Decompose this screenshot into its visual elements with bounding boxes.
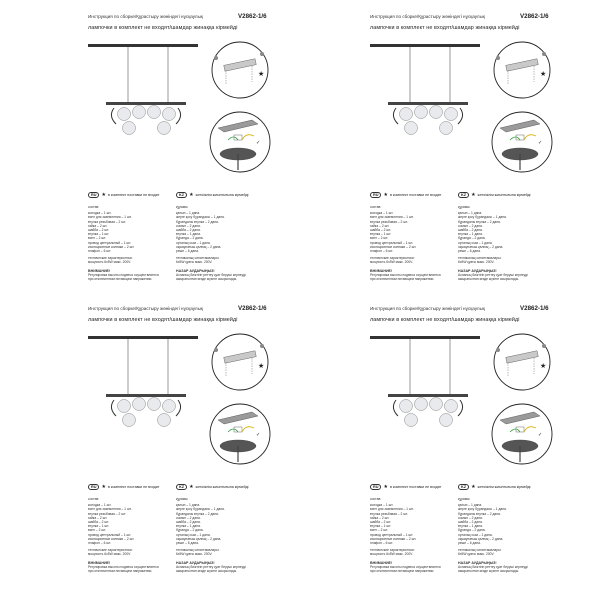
- list-item: винт для заземления – 1 шт.: [370, 215, 414, 220]
- list-item: Аспаның биіктігін реттеу қуат беруші кернеуді: [176, 564, 246, 569]
- sheet-header: [370, 14, 580, 24]
- assembly-illustration: [28, 32, 298, 187]
- ru-spec-value: мощность 6x5W макс. 200V.: [88, 552, 131, 557]
- kz-parts-list: [458, 503, 542, 545]
- list-item: бұрандалы втулка – 2 дана.: [176, 219, 219, 224]
- glass-shade: [400, 400, 413, 413]
- header-title: Инструкция по сборке/Құрастыру жөніндегі нұсқаулық: [88, 14, 203, 19]
- list-item: Регулировка высоты подвеса осуществляется: [88, 272, 159, 277]
- glass-shade: [445, 108, 458, 121]
- sheet-header: [88, 14, 298, 24]
- list-item: плафон – 6 шт.: [370, 541, 394, 546]
- list-item: сомын – 2 дана.: [176, 515, 201, 520]
- kz-warning-title: НАЗАР АУДАРЫҢЫЗ!: [176, 560, 215, 565]
- kz-parts-list: [176, 503, 260, 545]
- list-item: бұрандалы втулка – 2 дана.: [458, 219, 501, 224]
- ru-warning-text: [370, 273, 454, 281]
- list-item: провод центральный – 1 шт.: [88, 532, 132, 537]
- list-item: Аспаның биіктігін реттеу қуат беруші кернеуді: [458, 564, 528, 569]
- glass-shade: [445, 400, 458, 413]
- list-item: реше – 6 дана.: [176, 541, 199, 546]
- glass-shades: [118, 106, 176, 135]
- ru-parts-list: [370, 211, 454, 253]
- list-item: шайба – 2 дана.: [176, 228, 201, 233]
- list-item: втулка резьбовая – 2 шт.: [370, 219, 408, 224]
- star-icon: ★: [471, 192, 476, 198]
- list-item: оқшаулағыш қалпақ – 2 дана.: [176, 244, 222, 249]
- ru-note: в комплект поставки не входит: [389, 192, 442, 197]
- list-item: втулка – 1 шт.: [88, 524, 110, 529]
- assembly-illustration: [310, 32, 580, 187]
- list-item: Регулировка высоты подвеса осуществляется: [370, 564, 441, 569]
- assembly-illustration: [28, 324, 298, 479]
- ru-contents-label: состав:: [88, 497, 100, 501]
- glass-shades: [118, 398, 176, 427]
- ru-warning-title: ВНИМАНИЕ!: [88, 560, 111, 565]
- svg-text:★: ★: [258, 362, 265, 370]
- list-item: ажыратылған кезде жүзеге асырылады.: [176, 569, 237, 574]
- ru-note: в комплект поставки не входит: [107, 192, 160, 197]
- glass-shade: [430, 398, 443, 411]
- list-item: Регулировка высоты подвеса осуществляется: [88, 564, 159, 569]
- glass-shade: [133, 398, 146, 411]
- kz-column: [176, 497, 260, 573]
- list-item: втулка резьбовая – 2 шт.: [88, 219, 126, 224]
- detail-wiring: [210, 112, 270, 172]
- ru-column: [370, 205, 454, 281]
- svg-text:★: ★: [540, 70, 547, 78]
- kz-column: [458, 497, 542, 573]
- list-item: колодка – 1 шт.: [88, 503, 112, 508]
- list-item: реше – 6 дана.: [176, 249, 199, 254]
- list-item: провод центральный – 1 шт.: [88, 240, 132, 245]
- list-item: сомын – 2 дана.: [176, 223, 201, 228]
- kz-spec-label: техникалық сипаттамалары:: [458, 256, 502, 261]
- header-subtitle: лампочки в комплект не входят/шамдар жинаққа кірмейді: [88, 317, 238, 323]
- ru-language-badge: RU: [88, 192, 99, 198]
- ru-spec-value: мощность 6x5W макс. 200V.: [88, 260, 131, 265]
- lamp-bar: [106, 102, 186, 105]
- list-item: изоляционные колпаки – 2 шт.: [88, 536, 135, 541]
- list-item: ажыратылған кезде жүзеге асырылады.: [458, 277, 519, 282]
- star-icon: ★: [101, 484, 106, 490]
- kz-warning-text: [458, 273, 542, 281]
- kz-parts-list: [176, 211, 260, 253]
- sheet-header: [370, 306, 580, 316]
- glass-shade: [148, 106, 161, 119]
- list-item: втулка – 1 дана.: [176, 232, 201, 237]
- glass-shade: [123, 414, 136, 427]
- ru-warning-title: ВНИМАНИЕ!: [370, 560, 393, 565]
- kz-language-badge: KZ: [458, 484, 469, 490]
- star-icon: ★: [383, 192, 388, 198]
- header-title: Инструкция по сборке/Құрастыру жөніндегі нұсқаулық: [370, 14, 485, 19]
- model-number: V2862-1/6: [238, 13, 267, 20]
- ru-warning-title: ВНИМАНИЕ!: [88, 268, 111, 273]
- list-item: при отключенном питающем напряжении.: [88, 569, 153, 574]
- list-item: ажыратылған кезде жүзеге асырылады.: [458, 569, 519, 574]
- instruction-sheet-4: [310, 300, 580, 580]
- kz-warning-title: НАЗАР АУДАРЫҢЫЗ!: [458, 268, 497, 273]
- list-item: қалып – 1 дана.: [458, 503, 483, 508]
- list-item: Регулировка высоты подвеса осуществляется: [370, 272, 441, 277]
- header-title: Инструкция по сборке/Құрастыру жөніндегі нұсқаулық: [370, 306, 485, 311]
- kz-contents-label: құрамы:: [176, 497, 189, 501]
- list-item: колодка – 1 шт.: [370, 211, 394, 216]
- list-item: втулка – 1 дана.: [458, 232, 483, 237]
- list-item: жерге қосу бұрандасы – 1 дана.: [176, 215, 225, 220]
- list-item: жерге қосу бұрандасы – 1 дана.: [458, 215, 507, 220]
- star-icon: ★: [101, 192, 106, 198]
- ru-language-badge: RU: [370, 192, 381, 198]
- list-item: орталық сым – 1 дана.: [458, 532, 493, 537]
- list-item: жерге қосу бұрандасы – 1 дана.: [176, 507, 225, 512]
- ru-spec-label: технические характеристики:: [370, 548, 415, 553]
- ru-contents-label: состав:: [88, 205, 100, 209]
- svg-text:✓: ✓: [256, 140, 261, 146]
- list-item: оқшаулағыш қалпақ – 2 дана.: [458, 244, 504, 249]
- ru-warning-text: [88, 565, 172, 573]
- ru-spec-label: технические характеристики:: [88, 548, 133, 553]
- kz-spec-value: 6x5W қуаты макс. 200V.: [458, 260, 495, 265]
- detail-bracket: [494, 334, 550, 390]
- model-number: V2862-1/6: [520, 305, 549, 312]
- ru-warning-title: ВНИМАНИЕ!: [370, 268, 393, 273]
- svg-text:✓: ✓: [256, 432, 261, 438]
- star-icon: ★: [189, 484, 194, 490]
- list-item: сомын – 2 дана.: [458, 515, 483, 520]
- kz-spec-label: техникалық сипаттамалары:: [458, 548, 502, 553]
- glass-shades: [400, 398, 458, 427]
- kz-note: жеткізілім жиынтығына кірмейді: [195, 484, 249, 489]
- list-item: плафон – 6 шт.: [88, 249, 112, 254]
- glass-shade: [158, 122, 171, 135]
- list-item: изоляционные колпаки – 2 шт.: [370, 536, 417, 541]
- chandelier-drawing: [370, 336, 480, 427]
- ru-parts-list: [370, 503, 454, 545]
- ru-legend: [370, 484, 441, 492]
- kz-warning-text: [458, 565, 542, 573]
- glass-shade: [148, 398, 161, 411]
- detail-wiring: [492, 112, 552, 172]
- list-item: винт – 2 шт.: [370, 528, 389, 533]
- ru-legend: [88, 192, 159, 200]
- kz-language-badge: KZ: [176, 192, 187, 198]
- kz-parts-list: [458, 211, 542, 253]
- list-item: провод центральный – 1 шт.: [370, 240, 414, 245]
- list-item: плафон – 6 шт.: [370, 249, 394, 254]
- chandelier-drawing: [88, 336, 198, 427]
- list-item: гайка – 2 шт.: [88, 515, 108, 520]
- kz-contents-label: құрамы:: [458, 497, 471, 501]
- list-item: колодка – 1 шт.: [88, 211, 112, 216]
- list-item: қалып – 1 дана.: [176, 503, 201, 508]
- ru-spec-label: технические характеристики:: [370, 256, 415, 261]
- list-item: изоляционные колпаки – 2 шт.: [370, 244, 417, 249]
- detail-bracket: [212, 42, 268, 98]
- list-item: бұранда – 2 дана.: [176, 236, 204, 241]
- list-item: шайба – 2 шт.: [370, 228, 392, 233]
- list-item: бұранда – 2 дана.: [458, 236, 486, 241]
- list-item: орталық сым – 1 дана.: [458, 240, 493, 245]
- glass-shade: [133, 106, 146, 119]
- kz-warning-title: НАЗАР АУДАРЫҢЫЗ!: [458, 560, 497, 565]
- list-item: втулка – 1 шт.: [370, 524, 392, 529]
- list-item: винт для заземления – 1 шт.: [370, 507, 414, 512]
- glass-shade: [405, 122, 418, 135]
- model-number: V2862-1/6: [520, 13, 549, 20]
- ru-warning-text: [370, 565, 454, 573]
- kz-note: жеткізілім жиынтығына кірмейді: [195, 192, 249, 197]
- kz-legend: [176, 484, 248, 492]
- glass-shade: [440, 414, 453, 427]
- list-item: шайба – 2 дана.: [176, 520, 201, 525]
- header-subtitle: лампочки в комплект не входят/шамдар жинаққа кірмейді: [88, 25, 238, 31]
- kz-legend: [458, 484, 530, 492]
- glass-shade: [163, 400, 176, 413]
- list-item: шайба – 2 шт.: [370, 520, 392, 525]
- svg-text:✓: ✓: [538, 432, 543, 438]
- ceiling-canopy-bar: [370, 336, 480, 339]
- list-item: оқшаулағыш қалпақ – 2 дана.: [458, 536, 504, 541]
- list-item: втулка резьбовая – 2 шт.: [88, 511, 126, 516]
- glass-shade: [415, 398, 428, 411]
- list-item: реше – 6 дана.: [458, 249, 481, 254]
- ru-legend: [370, 192, 441, 200]
- kz-warning-title: НАЗАР АУДАРЫҢЫЗ!: [176, 268, 215, 273]
- list-item: Аспаның биіктігін реттеу қуат беруші кернеуді: [458, 272, 528, 277]
- chandelier-drawing: [370, 44, 480, 135]
- kz-contents-label: құрамы:: [458, 205, 471, 209]
- kz-legend: [458, 192, 530, 200]
- glass-shade: [430, 106, 443, 119]
- glass-shade: [400, 108, 413, 121]
- assembly-illustration: [310, 324, 580, 479]
- list-item: сомын – 2 дана.: [458, 223, 483, 228]
- kz-note: жеткізілім жиынтығына кірмейді: [477, 192, 531, 197]
- list-item: орталық сым – 1 дана.: [176, 532, 211, 537]
- glass-shade: [118, 108, 131, 121]
- kz-note: жеткізілім жиынтығына кірмейді: [477, 484, 531, 489]
- list-item: шайба – 2 шт.: [88, 228, 110, 233]
- star-icon: ★: [471, 484, 476, 490]
- detail-wiring: [210, 404, 270, 464]
- detail-wiring: [492, 404, 552, 464]
- ru-language-badge: RU: [370, 484, 381, 490]
- ru-spec-label: технические характеристики:: [88, 256, 133, 261]
- list-item: шайба – 2 дана.: [458, 228, 483, 233]
- list-item: бұрандалы втулка – 2 дана.: [176, 511, 219, 516]
- glass-shade: [158, 414, 171, 427]
- list-item: колодка – 1 шт.: [370, 503, 394, 508]
- list-item: втулка – 1 шт.: [370, 232, 392, 237]
- list-item: втулка резьбовая – 2 шт.: [370, 511, 408, 516]
- kz-column: [458, 205, 542, 281]
- glass-shade: [415, 106, 428, 119]
- list-item: бұрандалы втулка – 2 дана.: [458, 511, 501, 516]
- list-item: гайка – 2 шт.: [88, 223, 108, 228]
- list-item: оқшаулағыш қалпақ – 2 дана.: [176, 536, 222, 541]
- kz-language-badge: KZ: [176, 484, 187, 490]
- chandelier-drawing: [88, 44, 198, 135]
- sheet-header: [88, 306, 298, 316]
- list-item: шайба – 2 дана.: [458, 520, 483, 525]
- list-item: гайка – 2 шт.: [370, 515, 390, 520]
- kz-column: [176, 205, 260, 281]
- list-item: қалып – 1 дана.: [458, 211, 483, 216]
- list-item: бұранда – 2 дана.: [458, 528, 486, 533]
- lamp-bar: [388, 102, 468, 105]
- lamp-bar: [106, 394, 186, 397]
- list-item: винт – 2 шт.: [88, 236, 107, 241]
- glass-shade: [405, 414, 418, 427]
- kz-warning-text: [176, 273, 260, 281]
- kz-spec-value: 6x5W қуаты макс. 200V.: [176, 260, 213, 265]
- list-item: шайба – 2 шт.: [88, 520, 110, 525]
- glass-shades: [400, 106, 458, 135]
- list-item: реше – 6 дана.: [458, 541, 481, 546]
- ru-column: [88, 497, 172, 573]
- ceiling-canopy-bar: [88, 44, 198, 47]
- glass-shade: [118, 400, 131, 413]
- ru-note: в комплект поставки не входит: [389, 484, 442, 489]
- svg-text:★: ★: [258, 70, 265, 78]
- ru-spec-value: мощность 6x5W макс. 200V.: [370, 552, 413, 557]
- ru-contents-label: состав:: [370, 497, 382, 501]
- ru-parts-list: [88, 503, 172, 545]
- list-item: изоляционные колпаки – 2 шт.: [88, 244, 135, 249]
- kz-legend: [176, 192, 248, 200]
- list-item: ажыратылған кезде жүзеге асырылады.: [176, 277, 237, 282]
- glass-shade: [440, 122, 453, 135]
- instruction-sheet-3: [28, 300, 298, 580]
- list-item: винт для заземления – 1 шт.: [88, 215, 132, 220]
- ru-note: в комплект поставки не входит: [107, 484, 160, 489]
- ru-language-badge: RU: [88, 484, 99, 490]
- list-item: бұранда – 2 дана.: [176, 528, 204, 533]
- list-item: қалып – 1 дана.: [176, 211, 201, 216]
- detail-bracket: [494, 42, 550, 98]
- ru-legend: [88, 484, 159, 492]
- list-item: при отключенном питающем напряжении.: [88, 277, 153, 282]
- model-number: V2862-1/6: [238, 305, 267, 312]
- svg-text:★: ★: [540, 362, 547, 370]
- kz-spec-label: техникалық сипаттамалары:: [176, 256, 220, 261]
- list-item: жерге қосу бұрандасы – 1 дана.: [458, 507, 507, 512]
- glass-shade: [163, 108, 176, 121]
- star-icon: ★: [189, 192, 194, 198]
- kz-contents-label: құрамы:: [176, 205, 189, 209]
- list-item: гайка – 2 шт.: [370, 223, 390, 228]
- list-item: провод центральный – 1 шт.: [370, 532, 414, 537]
- svg-text:✓: ✓: [538, 140, 543, 146]
- list-item: при отключенном питающем напряжении.: [370, 569, 435, 574]
- ru-contents-label: состав:: [370, 205, 382, 209]
- ru-warning-text: [88, 273, 172, 281]
- lamp-bar: [388, 394, 468, 397]
- glass-shade: [123, 122, 136, 135]
- list-item: втулка – 1 шт.: [88, 232, 110, 237]
- header-subtitle: лампочки в комплект не входят/шамдар жинаққа кірмейді: [370, 317, 520, 323]
- instruction-sheet-2: [310, 8, 580, 288]
- ru-spec-value: мощность 6x5W макс. 200V.: [370, 260, 413, 265]
- list-item: втулка – 1 дана.: [458, 524, 483, 529]
- kz-spec-label: техникалық сипаттамалары:: [176, 548, 220, 553]
- ceiling-canopy-bar: [88, 336, 198, 339]
- list-item: орталық сым – 1 дана.: [176, 240, 211, 245]
- instruction-sheet-1: [28, 8, 298, 288]
- header-subtitle: лампочки в комплект не входят/шамдар жинаққа кірмейді: [370, 25, 520, 31]
- ru-parts-list: [88, 211, 172, 253]
- list-item: винт для заземления – 1 шт.: [88, 507, 132, 512]
- ceiling-canopy-bar: [370, 44, 480, 47]
- ru-column: [88, 205, 172, 281]
- kz-warning-text: [176, 565, 260, 573]
- list-item: винт – 2 шт.: [370, 236, 389, 241]
- list-item: при отключенном питающем напряжении.: [370, 277, 435, 282]
- kz-spec-value: 6x5W қуаты макс. 200V.: [176, 552, 213, 557]
- list-item: втулка – 1 дана.: [176, 524, 201, 529]
- kz-spec-value: 6x5W қуаты макс. 200V.: [458, 552, 495, 557]
- star-icon: ★: [383, 484, 388, 490]
- kz-language-badge: KZ: [458, 192, 469, 198]
- list-item: Аспаның биіктігін реттеу қуат беруші кернеуді: [176, 272, 246, 277]
- header-title: Инструкция по сборке/Құрастыру жөніндегі нұсқаулық: [88, 306, 203, 311]
- list-item: винт – 2 шт.: [88, 528, 107, 533]
- list-item: плафон – 6 шт.: [88, 541, 112, 546]
- detail-bracket: [212, 334, 268, 390]
- ru-column: [370, 497, 454, 573]
